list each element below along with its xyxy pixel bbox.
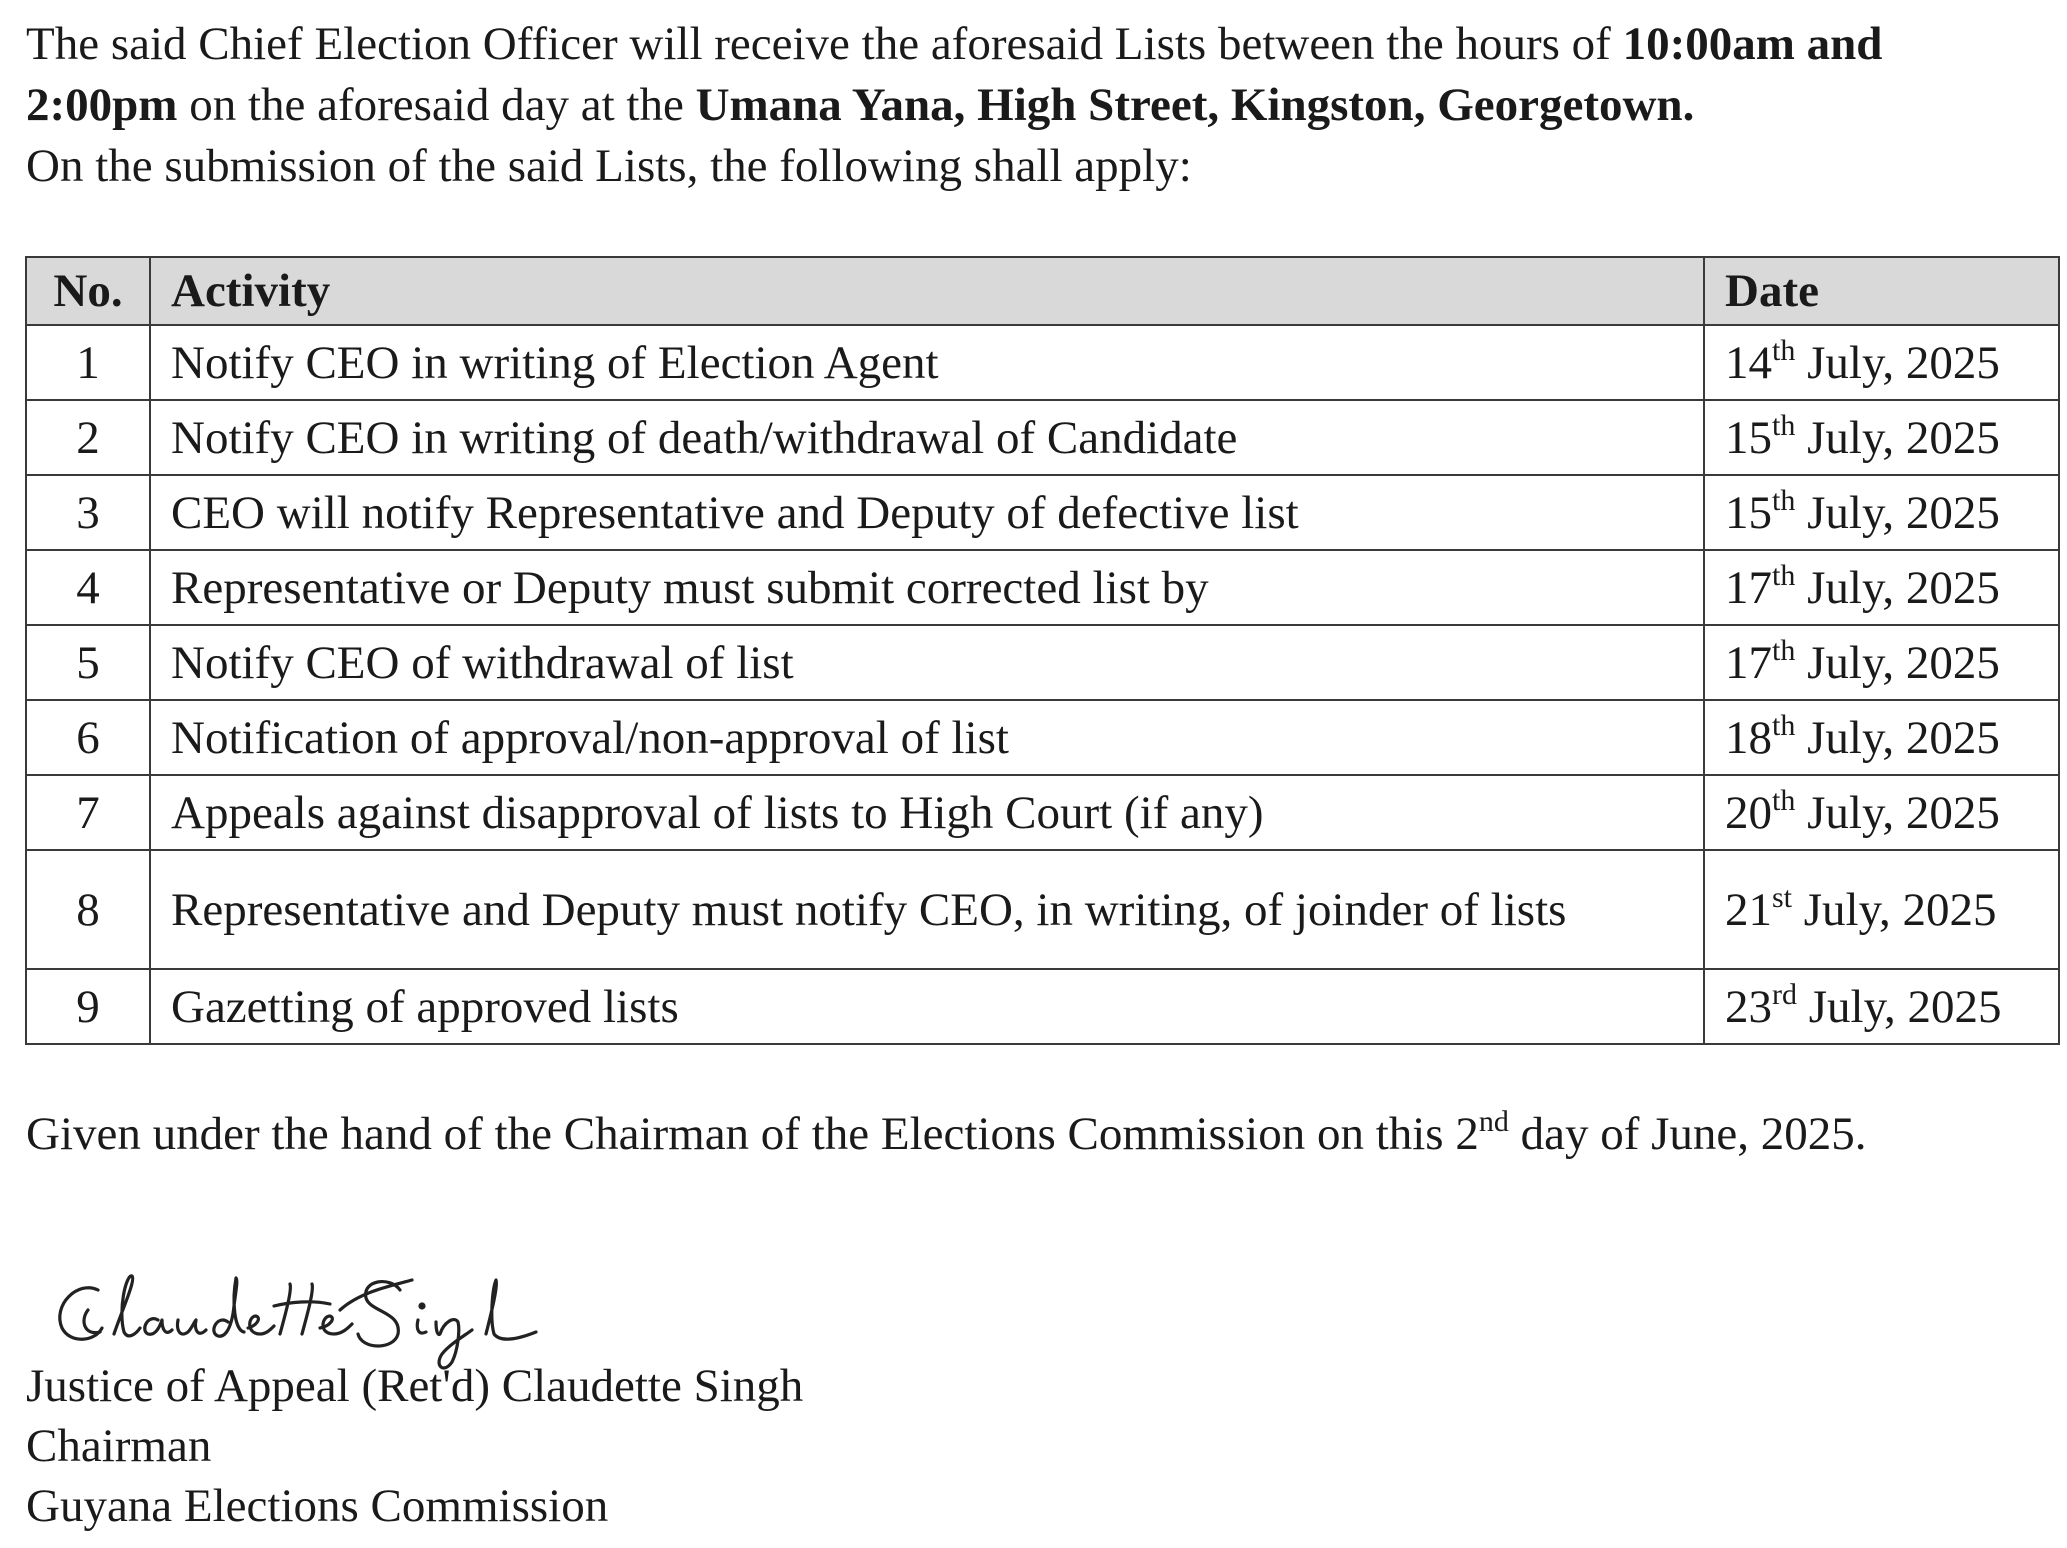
date-month-year: July, 2025 [1795, 711, 2000, 764]
date-month-year: July, 2025 [1795, 561, 2000, 614]
row-date [1704, 700, 2059, 775]
header-date: Date [1704, 257, 2059, 325]
signatory-name: Justice of Appeal (Ret'd) Claudette Singh [26, 1360, 804, 1412]
date-day: 21 [1725, 883, 1772, 936]
row-date [1704, 850, 2059, 969]
row-activity: Notify CEO of withdrawal of list [150, 625, 1704, 700]
row-activity: Representative or Deputy must submit corrected list by [150, 550, 1704, 625]
date-ordinal-suffix: th [1772, 633, 1796, 667]
date-ordinal-suffix: th [1772, 408, 1796, 442]
date-ordinal-suffix: th [1772, 483, 1796, 517]
date-month-year: July, 2025 [1795, 336, 2000, 389]
signatory-title: Chairman [26, 1420, 212, 1472]
row-number: 3 [26, 475, 150, 550]
row-date [1704, 400, 2059, 475]
table-row [26, 550, 2059, 625]
row-number: 1 [26, 325, 150, 400]
row-date [1704, 550, 2059, 625]
date-day: 23 [1725, 980, 1772, 1033]
date-month-year: July, 2025 [1797, 980, 2002, 1033]
date-day: 15 [1725, 411, 1772, 464]
row-date [1704, 775, 2059, 850]
row-number: 9 [26, 969, 150, 1044]
date-day: 20 [1725, 786, 1772, 839]
date-month-year: July, 2025 [1795, 636, 2000, 689]
given-text-end: day of June, 2025. [1508, 1108, 1867, 1160]
row-number: 8 [26, 850, 150, 969]
header-no: No. [26, 257, 150, 325]
given-text: Given under the hand of the Chairman of the Elections Commission on this 2 [26, 1108, 1479, 1160]
table-row [26, 969, 2059, 1044]
row-activity: Representative and Deputy must notify CEO, in writing, of joinder of lists [150, 850, 1704, 969]
row-activity: CEO will notify Representative and Deputy of defective list [150, 475, 1704, 550]
date-ordinal-suffix: st [1772, 880, 1793, 914]
row-date [1704, 475, 2059, 550]
date-month-year: July, 2025 [1795, 486, 2000, 539]
row-activity: Notification of approval/non-approval of list [150, 700, 1704, 775]
intro-line-1 [26, 14, 2056, 75]
signoff-block [26, 1356, 803, 1536]
intro-line-3: On the submission of the said Lists, the following shall apply: [26, 140, 1192, 192]
date-day: 18 [1725, 711, 1772, 764]
table-row [26, 325, 2059, 400]
intro-venue: Umana Yana, High Street, Kingston, Georgetown. [695, 79, 1695, 131]
date-ordinal-suffix: th [1772, 333, 1796, 367]
date-ordinal-suffix: th [1772, 783, 1796, 817]
row-activity: Notify CEO in writing of death/withdrawal of Candidate [150, 400, 1704, 475]
table-row [26, 700, 2059, 775]
table-row [26, 475, 2059, 550]
table-row [26, 400, 2059, 475]
date-day: 14 [1725, 336, 1772, 389]
row-number: 2 [26, 400, 150, 475]
intro-paragraph [26, 14, 2056, 197]
date-ordinal-suffix: rd [1772, 977, 1797, 1011]
row-date [1704, 325, 2059, 400]
row-activity: Gazetting of approved lists [150, 969, 1704, 1044]
table-row [26, 775, 2059, 850]
date-month-year: July, 2025 [1795, 786, 2000, 839]
date-month-year: July, 2025 [1795, 411, 2000, 464]
intro-line-2 [26, 75, 2056, 136]
row-activity: Appeals against disapproval of lists to High Court (if any) [150, 775, 1704, 850]
date-day: 17 [1725, 636, 1772, 689]
signatory-organization: Guyana Elections Commission [26, 1480, 609, 1532]
row-number: 5 [26, 625, 150, 700]
intro-text: The said Chief Election Officer will receive the aforesaid Lists between the hours of [26, 18, 1623, 70]
row-activity: Notify CEO in writing of Election Agent [150, 325, 1704, 400]
date-day: 17 [1725, 561, 1772, 614]
date-ordinal-suffix: th [1772, 708, 1796, 742]
row-number: 4 [26, 550, 150, 625]
table-row [26, 850, 2059, 969]
date-month-year: July, 2025 [1792, 883, 1997, 936]
row-number: 6 [26, 700, 150, 775]
intro-time-start: 10:00am and [1622, 18, 1883, 70]
row-date [1704, 625, 2059, 700]
row-date [1704, 969, 2059, 1044]
table-body [26, 325, 2059, 1044]
given-statement [26, 1104, 1867, 1164]
date-day: 15 [1725, 486, 1772, 539]
given-ordinal-suffix: nd [1478, 1105, 1509, 1138]
header-activity: Activity [150, 257, 1704, 325]
table-header-row [26, 257, 2059, 325]
date-ordinal-suffix: th [1772, 558, 1796, 592]
intro-time-end: 2:00pm [26, 79, 178, 131]
table-row [26, 625, 2059, 700]
row-number: 7 [26, 775, 150, 850]
intro-text: on the aforesaid day at the [177, 79, 696, 131]
schedule-table [25, 256, 2060, 1045]
